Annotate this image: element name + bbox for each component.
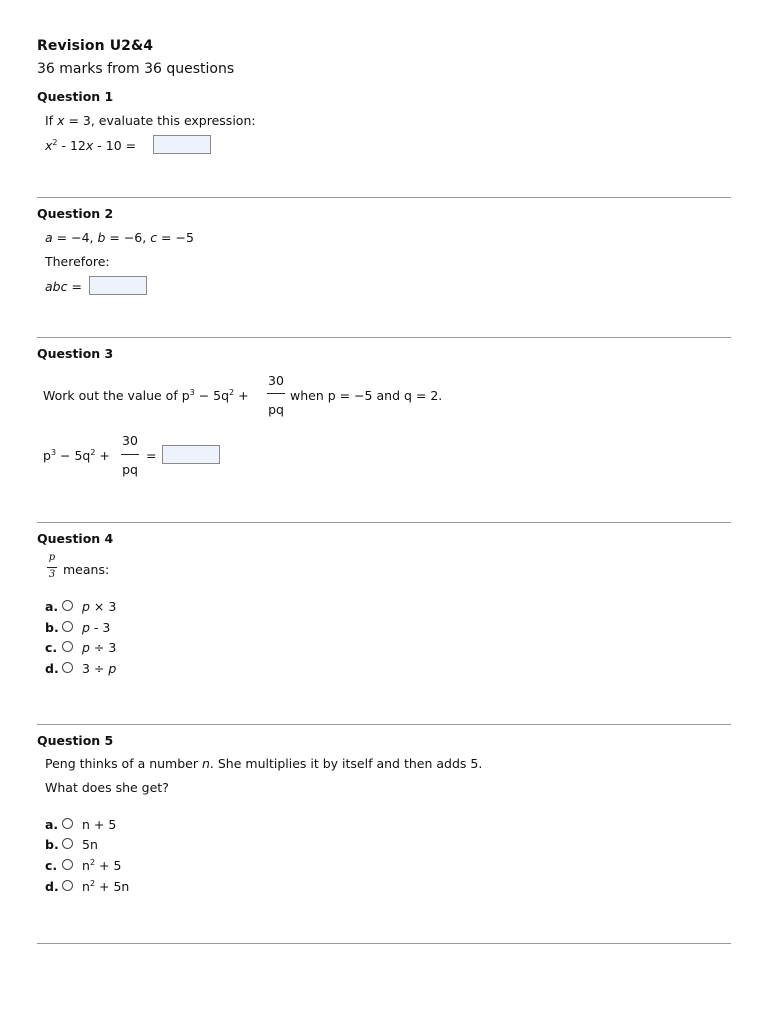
divider bbox=[37, 337, 731, 338]
q4-option-b-radio[interactable] bbox=[62, 621, 73, 632]
q2-b-var: b bbox=[97, 230, 106, 245]
question-1-prompt bbox=[45, 113, 256, 128]
q4-option-b-label: b. bbox=[45, 620, 59, 635]
q1-expr-exp: 2 bbox=[52, 138, 58, 147]
q5-option-d-text bbox=[82, 879, 129, 894]
q3-line-prefix: Work out the value of p bbox=[43, 388, 190, 403]
q5-option-a-label: a. bbox=[45, 817, 59, 832]
q5-option-c-text bbox=[82, 858, 121, 873]
q5-option-b-text: 5n bbox=[82, 837, 98, 852]
q5-option-d-rest: + 5n bbox=[95, 879, 130, 894]
q4-option-a-label: a. bbox=[45, 599, 59, 614]
q3-ans-p-exp: 3 bbox=[50, 448, 57, 457]
q4-fraction-numerator: p bbox=[48, 552, 56, 563]
q3-p-exp: 3 bbox=[189, 388, 195, 397]
question-2-heading: Question 2 bbox=[37, 206, 114, 221]
q4-option-a-var: p bbox=[82, 599, 90, 614]
question-5-prompt bbox=[45, 756, 482, 771]
q5-option-b-label: b. bbox=[45, 837, 59, 852]
q3-q-exp: 2 bbox=[229, 388, 235, 397]
q3-ans-mid: − 5q bbox=[56, 448, 91, 463]
q4-option-b-var: p bbox=[82, 620, 90, 635]
q3-ans-fraction-numerator: 30 bbox=[122, 433, 138, 448]
q4-fraction-bar bbox=[47, 567, 57, 568]
q1-expr-x1: x bbox=[45, 138, 53, 153]
q4-option-d-text bbox=[82, 661, 116, 676]
q3-ans-prefix: p bbox=[43, 448, 51, 463]
divider bbox=[37, 724, 731, 725]
q5-prompt-prefix: Peng thinks of a number bbox=[45, 756, 202, 771]
q2-abc-eq: = bbox=[67, 279, 82, 294]
q2-a-val: = −4, bbox=[52, 230, 98, 245]
q4-option-c-label: c. bbox=[45, 640, 58, 655]
q4-option-c-rest: ÷ 3 bbox=[89, 640, 117, 655]
q4-option-d-radio[interactable] bbox=[62, 662, 73, 673]
q5-option-a-text: n + 5 bbox=[82, 817, 117, 832]
q2-abc-var: abc bbox=[45, 279, 68, 294]
q2-a-var: a bbox=[45, 230, 53, 245]
page-subtitle: 36 marks from 36 questions bbox=[37, 61, 235, 77]
q5-prompt-suffix: . She multiplies it by itself and then adds 5. bbox=[209, 756, 483, 771]
divider bbox=[37, 943, 731, 944]
question-3-heading: Question 3 bbox=[37, 346, 114, 361]
question-1-answer-input[interactable] bbox=[153, 135, 211, 154]
question-2-answer-input[interactable] bbox=[89, 276, 147, 295]
q3-line-mid: − 5q bbox=[194, 388, 230, 403]
q3-ans-fraction-denominator: pq bbox=[122, 462, 138, 477]
q5-option-c-exp: 2 bbox=[89, 858, 96, 867]
question-2-therefore: Therefore: bbox=[45, 254, 110, 269]
q4-option-d-pre: 3 ÷ bbox=[82, 661, 109, 676]
q5-option-c-label: c. bbox=[45, 858, 58, 873]
divider bbox=[37, 197, 731, 198]
q4-option-b-text bbox=[82, 620, 110, 635]
q3-ans-q-exp: 2 bbox=[90, 448, 96, 457]
q1-expr-tail: - 10 = bbox=[93, 138, 137, 153]
q4-option-a-radio[interactable] bbox=[62, 600, 73, 611]
question-2-expression bbox=[45, 279, 82, 294]
q4-option-c-text bbox=[82, 640, 116, 655]
q4-option-c-var: p bbox=[82, 640, 90, 655]
question-3-answer-expression bbox=[43, 448, 110, 463]
q5-option-a-radio[interactable] bbox=[62, 818, 73, 829]
q1-expr-mid: - 12 bbox=[57, 138, 86, 153]
q3-ans-plus: + bbox=[95, 448, 110, 463]
page-title: Revision U2&4 bbox=[37, 38, 154, 54]
q3-fraction-numerator: 30 bbox=[268, 373, 284, 388]
q5-option-c-rest: + 5 bbox=[95, 858, 122, 873]
divider bbox=[37, 522, 731, 523]
q3-fraction-bar bbox=[267, 393, 285, 394]
q5-option-d-radio[interactable] bbox=[62, 880, 73, 891]
q4-option-b-rest: - 3 bbox=[89, 620, 111, 635]
q2-c-var: c bbox=[150, 230, 158, 245]
question-5-heading: Question 5 bbox=[37, 733, 114, 748]
q4-option-d-var: p bbox=[108, 661, 117, 676]
q2-c-val: = −5 bbox=[157, 230, 194, 245]
question-2-values bbox=[45, 230, 194, 245]
question-3-prompt bbox=[43, 388, 249, 403]
q4-option-a-text bbox=[82, 599, 116, 614]
q4-option-d-label: d. bbox=[45, 661, 59, 676]
q5-option-d-exp: 2 bbox=[89, 879, 96, 888]
question-4-heading: Question 4 bbox=[37, 531, 114, 546]
q3-ans-fraction-bar bbox=[121, 454, 139, 455]
q5-option-c-base: n bbox=[82, 858, 90, 873]
q4-fraction-denominator: 3 bbox=[48, 569, 56, 580]
q5-option-d-base: n bbox=[82, 879, 90, 894]
q3-line-suffix: when p = −5 and q = 2. bbox=[290, 388, 443, 403]
q1-prompt-suffix: = 3, evaluate this expression: bbox=[64, 113, 256, 128]
question-5-question: What does she get? bbox=[45, 780, 169, 795]
q4-means: means: bbox=[63, 562, 110, 577]
q5-option-d-label: d. bbox=[45, 879, 59, 894]
q5-option-c-radio[interactable] bbox=[62, 859, 73, 870]
q1-prompt-var: x bbox=[57, 113, 65, 128]
q4-option-a-rest: × 3 bbox=[89, 599, 117, 614]
q3-line-plus: + bbox=[234, 388, 249, 403]
q2-b-val: = −6, bbox=[105, 230, 151, 245]
q1-prompt-prefix: If bbox=[45, 113, 58, 128]
q5-prompt-var: n bbox=[201, 756, 210, 771]
q1-expr-x2: x bbox=[85, 138, 94, 153]
q3-fraction-denominator: pq bbox=[268, 402, 284, 417]
q5-option-b-radio[interactable] bbox=[62, 838, 73, 849]
question-1-expression bbox=[45, 138, 136, 153]
q3-ans-equals: = bbox=[146, 448, 157, 463]
question-1-heading: Question 1 bbox=[37, 89, 114, 104]
q4-option-c-radio[interactable] bbox=[62, 641, 73, 652]
question-3-answer-input[interactable] bbox=[162, 445, 220, 464]
